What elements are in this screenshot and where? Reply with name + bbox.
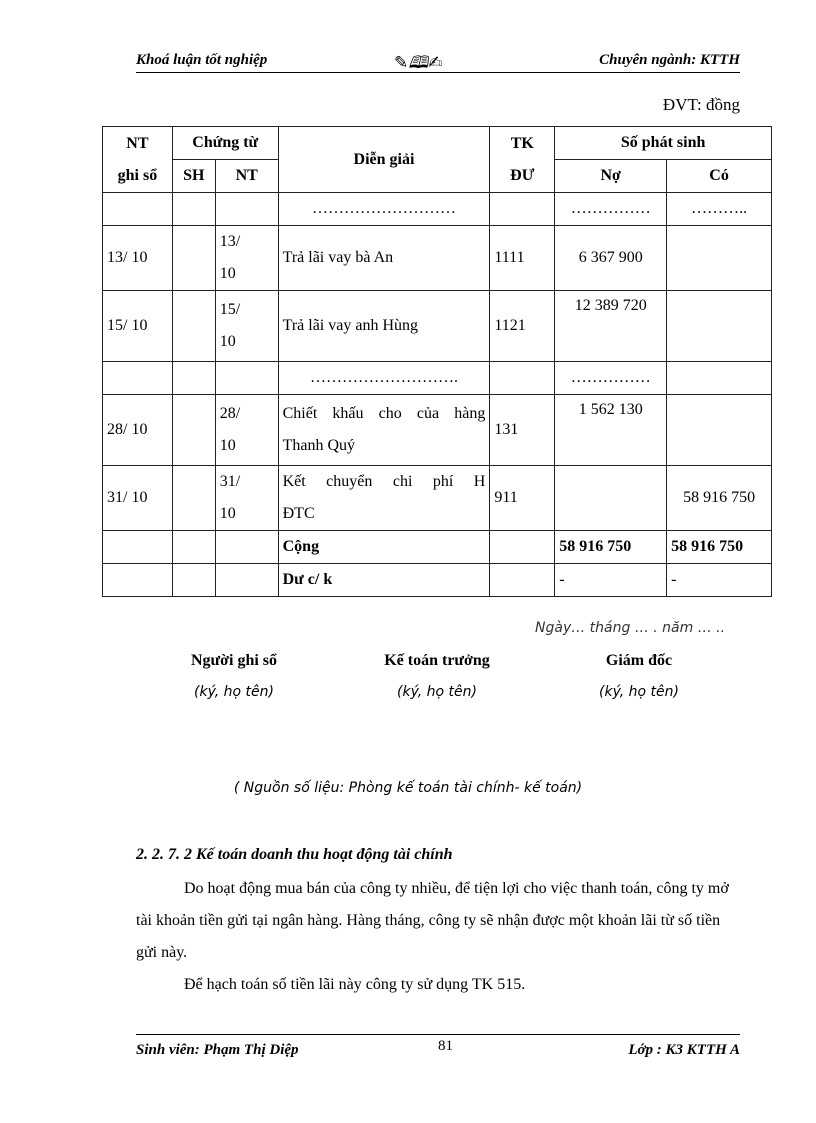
cell-nt-ghi-so: 28/ 10 [103, 395, 173, 466]
cell-tk [490, 193, 555, 226]
cell-sh [172, 291, 215, 362]
total-no: 58 916 750 [555, 531, 667, 564]
cell-nt-ghi-so: 13/ 10 [103, 226, 173, 291]
page-header [136, 50, 740, 72]
page-number: 81 [438, 1038, 453, 1054]
signature-title: Người ghi sổ [190, 652, 278, 669]
ledger-table [102, 126, 772, 597]
cell-no: …………… [555, 362, 667, 395]
signature-chief-accountant [347, 652, 527, 700]
col-nt: NT [215, 160, 278, 193]
total-row [103, 531, 772, 564]
cell-dien-giai: Trả lãi vay anh Hùng [278, 291, 490, 362]
cell-nt-ghi-so [103, 362, 173, 395]
cell-sh [172, 226, 215, 291]
footer-divider [136, 1034, 740, 1035]
cell-tk: 1111 [490, 226, 555, 291]
cell-dien-giai: Chiết khấu cho của hàng Thanh Quý [278, 395, 490, 466]
col-tk-du: TK ĐƯ [490, 127, 555, 193]
col-nt-ghi-so: NT ghi sổ [103, 127, 173, 193]
cell-sh [172, 395, 215, 466]
date-line: Ngày… tháng … . năm … .. [535, 620, 726, 636]
balance-label: Dư c/ k [278, 564, 490, 597]
signature-sub: (ký, họ tên) [599, 684, 679, 700]
cell-nt: 31/ 10 [215, 466, 278, 531]
header-thesis-label: Khoá luận tốt nghiệp [136, 52, 268, 68]
page-footer [136, 1038, 740, 1060]
cell-tk: 1121 [490, 291, 555, 362]
footer-student: Sinh viên: Phạm Thị Diệp [136, 1042, 299, 1058]
cell-tk: 131 [490, 395, 555, 466]
paragraph: Để hạch toán số tiền lãi này công ty sử dụng TK 515. [184, 976, 526, 993]
col-so-phat-sinh: Số phát sinh [555, 127, 772, 160]
signature-recorder [144, 652, 324, 700]
balance-co: - [667, 564, 772, 597]
signature-sub: (ký, họ tên) [194, 684, 274, 700]
cell-tk: 911 [490, 466, 555, 531]
cell-tk [490, 362, 555, 395]
footer-class: Lớp : K3 KTTH A [628, 1042, 740, 1058]
total-co: 58 916 750 [667, 531, 772, 564]
cell-nt: 15/ 10 [215, 291, 278, 362]
total-label: Cộng [278, 531, 490, 564]
cell-co [667, 395, 772, 466]
paragraph: Do hoạt động mua bán của công ty nhiều, để tiện lợi cho việc thanh toán, công ty mở tài khoản tiền gửi tại ngân hàng. Hàng tháng, công ty sẽ nhận được một khoản lãi từ số tiền gửi này. [136, 880, 729, 961]
data-source-note: ( Nguồn số liệu: Phòng kế toán tài chính- kế toán) [233, 780, 583, 796]
cell-nt-ghi-so: 31/ 10 [103, 466, 173, 531]
table-row [103, 466, 772, 531]
signature-title: Kế toán trưởng [384, 652, 490, 669]
cell-no: 1 562 130 [555, 395, 667, 466]
cell-co [667, 362, 772, 395]
cell-nt-ghi-so [103, 193, 173, 226]
table-row [103, 395, 772, 466]
cell-nt: 13/ 10 [215, 226, 278, 291]
cell-no [555, 466, 667, 531]
cell-dien-giai: ………………………. [278, 362, 490, 395]
col-chung-tu: Chứng từ [172, 127, 278, 160]
cell-nt [215, 362, 278, 395]
book-ornament-icon: ✎🕮✍ [394, 53, 443, 73]
signature-sub: (ký, họ tên) [397, 684, 477, 700]
balance-row [103, 564, 772, 597]
signature-director [549, 652, 729, 700]
col-co: Có [667, 160, 772, 193]
cell-co: 58 916 750 [667, 466, 772, 531]
cell-no: 6 367 900 [555, 226, 667, 291]
header-divider [136, 72, 740, 73]
cell-dien-giai: Trả lãi vay bà An [278, 226, 490, 291]
cell-sh [172, 193, 215, 226]
section-heading: 2. 2. 7. 2 Kế toán doanh thu hoạt động tài chính [136, 846, 453, 863]
cell-dien-giai: ……………………… [278, 193, 490, 226]
cell-no: 12 389 720 [555, 291, 667, 362]
table-row [103, 362, 772, 395]
cell-co: ……….. [667, 193, 772, 226]
cell-nt-ghi-so: 15/ 10 [103, 291, 173, 362]
cell-nt [215, 193, 278, 226]
signature-title: Giám đốc [605, 652, 673, 669]
col-no: Nợ [555, 160, 667, 193]
body-text [136, 873, 740, 1001]
header-major-label: Chuyên ngành: KTTH [599, 52, 740, 68]
table-row [103, 226, 772, 291]
table-row [103, 291, 772, 362]
cell-co [667, 226, 772, 291]
currency-unit: ĐVT: đồng [662, 95, 740, 114]
col-dien-giai: Diễn giải [278, 127, 490, 193]
balance-no: - [555, 564, 667, 597]
cell-dien-giai: Kết chuyển chi phí H ĐTC [278, 466, 490, 531]
cell-nt: 28/ 10 [215, 395, 278, 466]
cell-co [667, 291, 772, 362]
cell-sh [172, 362, 215, 395]
cell-no: …………… [555, 193, 667, 226]
col-sh: SH [172, 160, 215, 193]
table-row [103, 193, 772, 226]
cell-sh [172, 466, 215, 531]
